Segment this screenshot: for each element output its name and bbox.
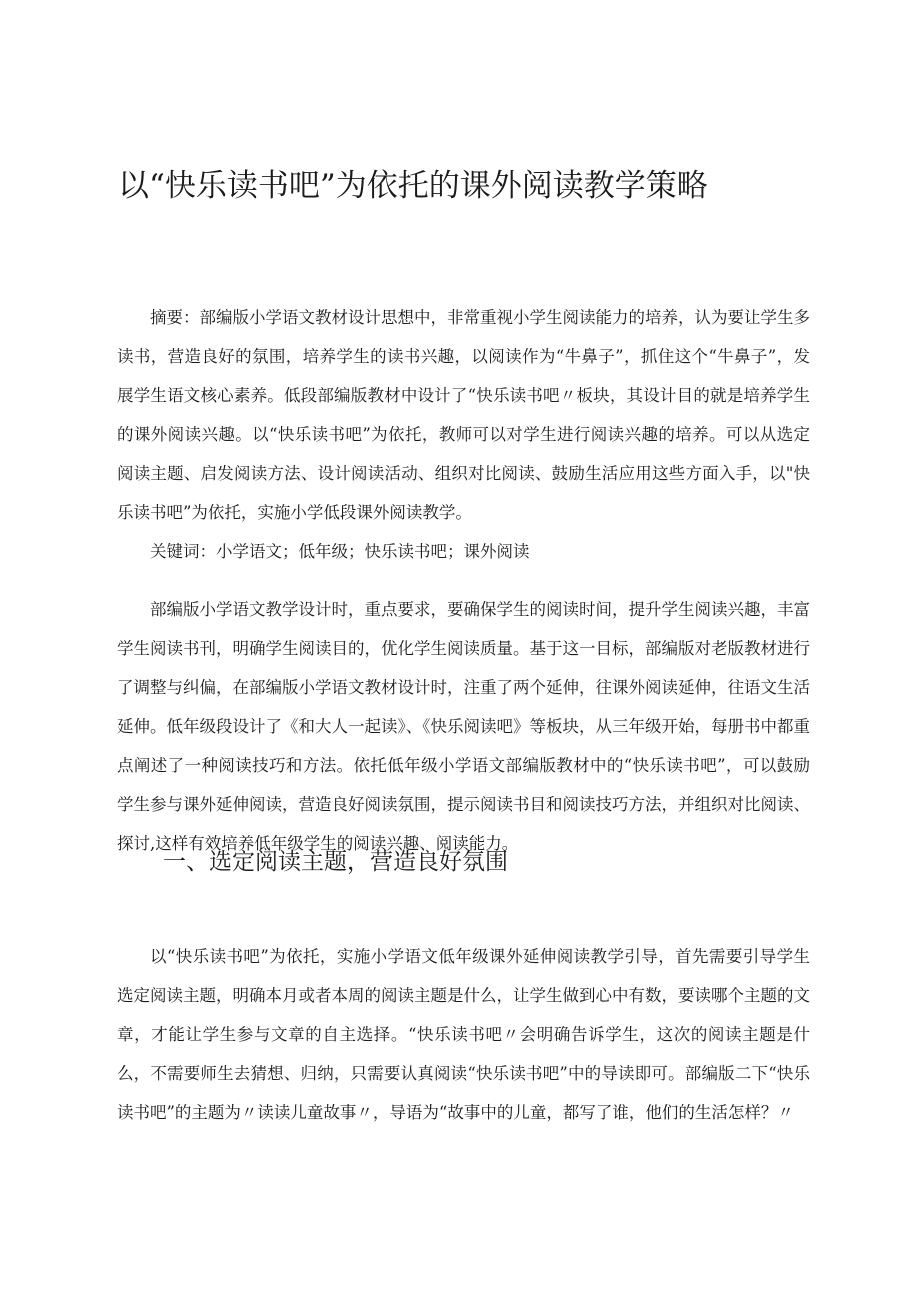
document-title: 以“快乐读书吧”为依托的课外阅读教学策略 [118, 168, 708, 204]
section-1-paragraph: 以“快乐读书吧”为依托，实施小学语文低年级课外延伸阅读教学引导，首先需要引导学生选定阅读主题，明确本月或者本周的阅读主题是什么，让学生做到心中有数，要读哪个主题的文章，才能让学生参与文章的自主选择。“快乐读书吧〃会明确告诉学生，这次的阅读主题是什么，不需要师生去猜想、归纳，只需要认真阅读“快乐读书吧”中的导读即可。部编版二下“快乐读书吧”的主题为〃读读儿童故事〃，导语为“故事中的儿童，都写了谁，他们的生活怎样？〃 [117, 947, 810, 1122]
keywords-paragraph: 关键词：小学语文；低年级；快乐读书吧；课外阅读 [150, 542, 530, 561]
section-1-heading: 一、选定阅读主题，营造良好氛围 [163, 849, 508, 875]
intro-paragraph: 部编版小学语文教学设计时，重点要求，要确保学生的阅读时间，提升学生阅读兴趣，丰富学生阅读书刊，明确学生阅读目的，优化学生阅读质量。基于这一目标，部编版对老版教材进行了调整与纠偏，在部编版小学语文教材设计时，注重了两个延伸，往课外阅读延伸，往语文生活延伸。低年级段设计了《和大人一起读》、《快乐阅读吧》等板块，从三年级开始，每册书中都重点阐述了一种阅读技巧和方法。依托低年级小学语文部编版教材中的“快乐读书吧”，可以鼓励学生参与课外延伸阅读，营造良好阅读氛围，提示阅读书目和阅读技巧方法，并组织对比阅读、探讨,这样有效培养低年级学生的阅读兴趣、阅读能力。 [117, 600, 810, 853]
abstract-paragraph: 摘要：部编版小学语文教材设计思想中，非常重视小学生阅读能力的培养，认为要让学生多读书，营造良好的氛围，培养学生的读书兴趣，以阅读作为“牛鼻子”，抓住这个“牛鼻子”，发展学生语文核心素养。低段部编版教材中设计了“快乐读书吧〃板块，其设计目的就是培养学生的课外阅读兴趣。以“快乐读书吧”为依托，教师可以对学生进行阅读兴趣的培养。可以从选定阅读主题、启发阅读方法、设计阅读活动、组织对比阅读、鼓励生活应用这些方面入手，以"快乐读书吧”为依托，实施小学低段课外阅读教学。 [117, 308, 810, 522]
